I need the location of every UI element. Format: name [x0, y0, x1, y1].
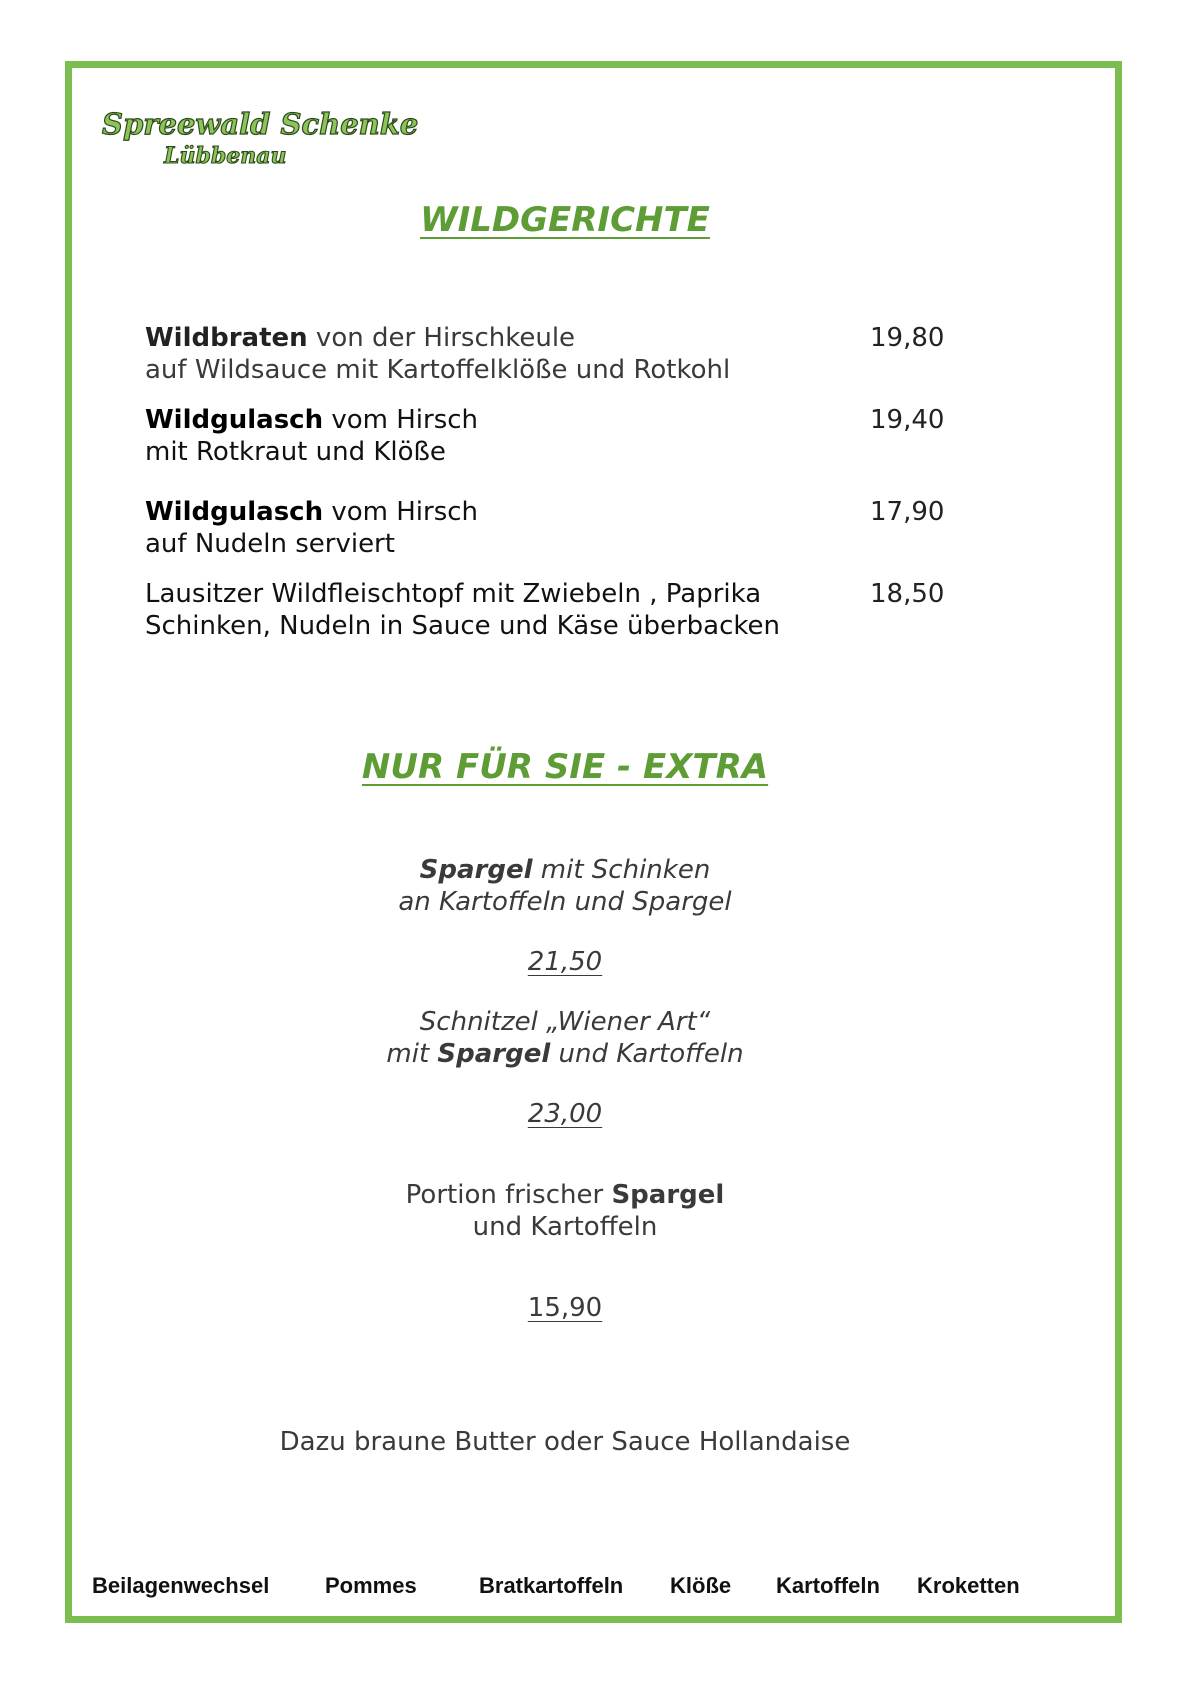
- dish-item: [145, 322, 925, 386]
- extra-item-price: 15,90: [527, 1293, 603, 1323]
- restaurant-logo: [98, 100, 419, 175]
- dish-name: Wildbraten: [145, 323, 308, 353]
- side-dish: Kartoffeln: [776, 1573, 880, 1598]
- dish-name-rest: vom Hirsch: [323, 405, 479, 435]
- extra-item-text: und Kartoffeln: [550, 1039, 744, 1069]
- extra-item: [0, 854, 1130, 918]
- dish-description: auf Wildsauce mit Kartoffelklöße und Rotkohl: [145, 355, 731, 385]
- extra-item-highlight: Spargel: [611, 1180, 725, 1210]
- dish-item: [145, 404, 925, 468]
- dish-name: Wildgulasch: [145, 405, 324, 435]
- dish-item: [145, 496, 925, 560]
- extra-item-name: Schnitzel „Wiener Art“: [419, 1007, 711, 1037]
- dish-price: 17,90: [870, 497, 945, 527]
- dish-description: mit Rotkraut und Klöße: [145, 437, 446, 467]
- side-dish: Bratkartoffeln: [479, 1573, 624, 1598]
- extra-item-name: Portion frischer: [405, 1180, 612, 1210]
- side-dish: Kroketten: [917, 1573, 1020, 1598]
- side-dish: Klöße: [670, 1573, 732, 1598]
- extra-item-highlight: Spargel: [419, 855, 533, 885]
- dish-name-rest: vom Hirsch: [323, 497, 479, 527]
- extra-item: [0, 1179, 1130, 1243]
- section-title-extra: NUR FÜR SIE - EXTRA: [361, 747, 769, 787]
- extra-item-price-row: [0, 946, 1130, 978]
- dish-price: 19,80: [870, 323, 945, 353]
- extra-item-price-row: [0, 1098, 1130, 1130]
- extra-item-name: mit Schinken: [532, 855, 711, 885]
- extra-item-price: 23,00: [527, 1099, 603, 1129]
- logo-line-2: Lübbenau: [164, 143, 287, 169]
- logo-line-1: Spreewald Schenke: [102, 107, 419, 141]
- side-dish-bar: [0, 1573, 1190, 1603]
- dish-name-rest: von der Hirschkeule: [307, 323, 576, 353]
- dish-name: Wildgulasch: [145, 497, 324, 527]
- extra-item-price: 21,50: [527, 947, 603, 977]
- extra-item-description: an Kartoffeln und Spargel: [398, 887, 732, 917]
- extra-item-description: und Kartoffeln: [472, 1212, 658, 1242]
- sauce-note: Dazu braune Butter oder Sauce Hollandaise: [279, 1427, 851, 1457]
- dish-item: [145, 578, 925, 642]
- side-dish: Pommes: [325, 1573, 417, 1598]
- extra-item-text: mit: [386, 1039, 438, 1069]
- extra-item-highlight: Spargel: [437, 1039, 551, 1069]
- section-title-wildgerichte: WILDGERICHTE: [420, 200, 710, 240]
- menu-border-frame: [65, 61, 1122, 1623]
- side-dish-label: Beilagenwechsel: [92, 1573, 270, 1598]
- dish-description: auf Nudeln serviert: [145, 529, 395, 559]
- dish-price: 19,40: [870, 405, 945, 435]
- extra-item-price-row: [0, 1292, 1130, 1324]
- extra-item: [0, 1006, 1130, 1070]
- dish-price: 18,50: [870, 579, 945, 609]
- dish-name: Lausitzer Wildfleischtopf mit Zwiebeln , Paprika: [145, 579, 762, 609]
- dish-description: Schinken, Nudeln in Sauce und Käse überbacken: [145, 611, 781, 641]
